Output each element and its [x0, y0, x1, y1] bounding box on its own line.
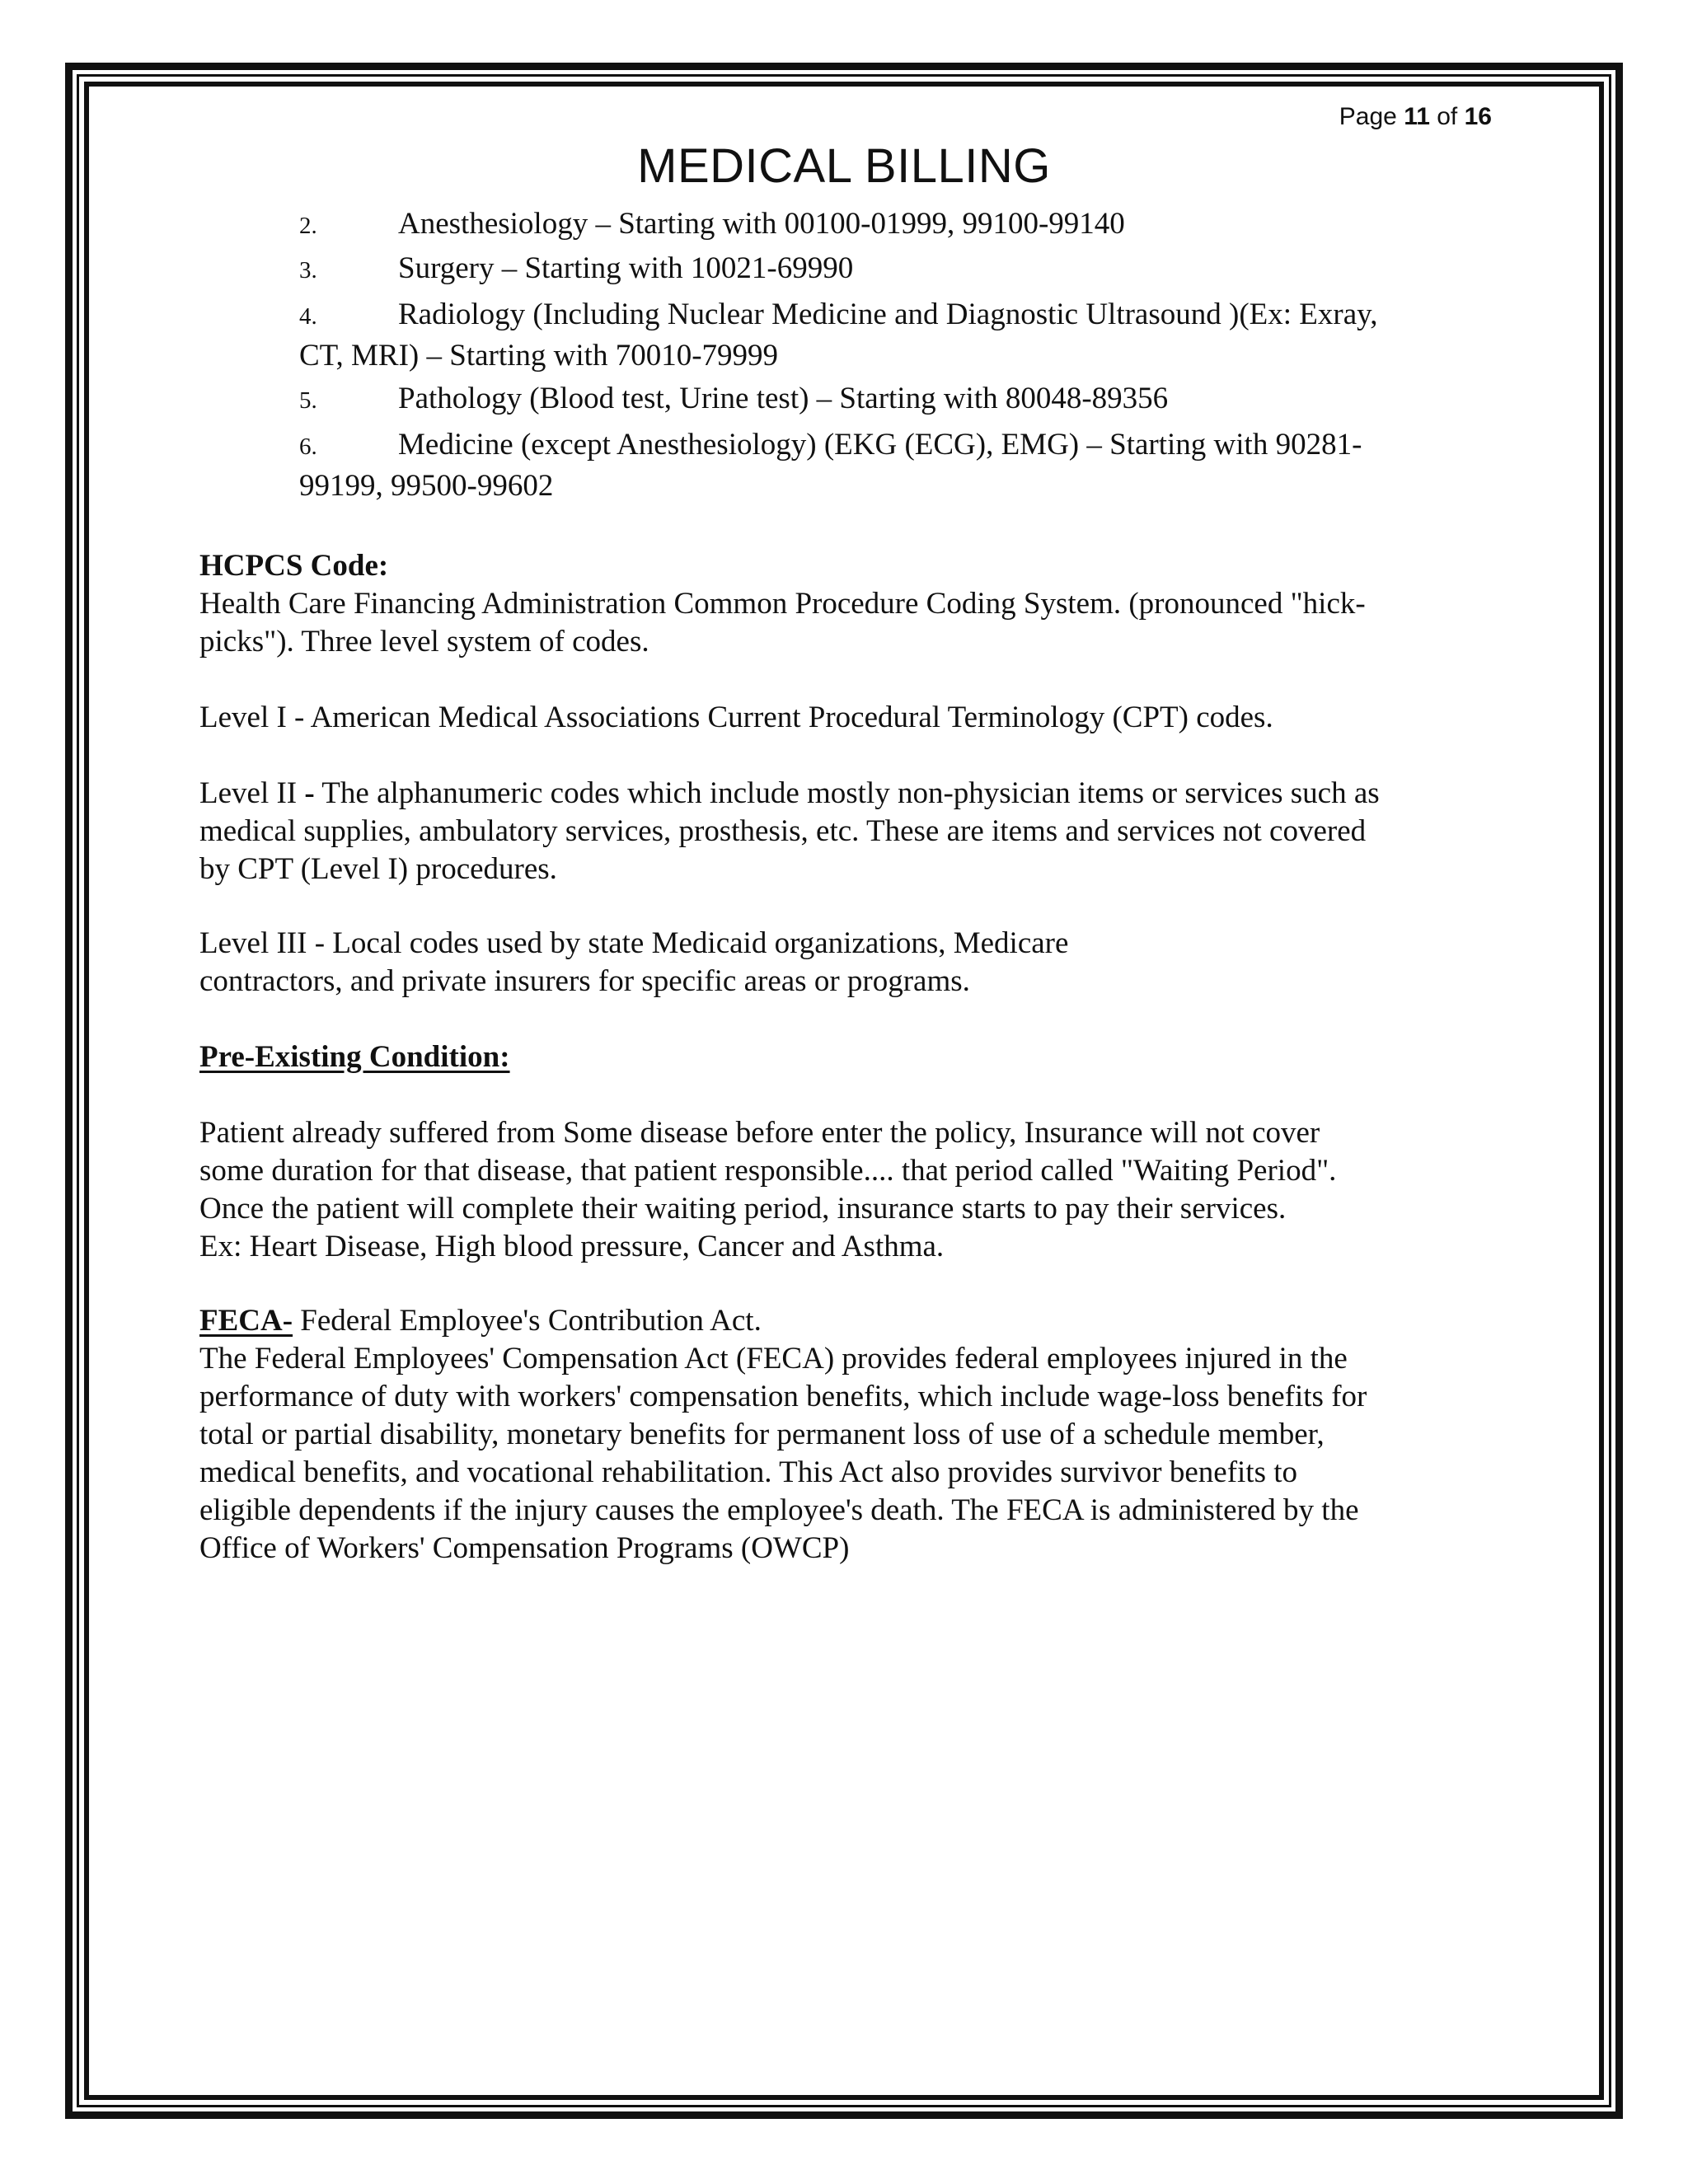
feca-heading: FECA- — [199, 1304, 293, 1338]
document-title: MEDICAL BILLING — [637, 139, 1051, 193]
list-item: 3. Surgery – Starting with 10021-69990 — [299, 251, 854, 285]
list-item: 6. Medicine (except Anesthesiology) (EKG (ECG), EMG) – Starting with 90281- 99199, 99500-99602 — [299, 428, 1362, 503]
hcpcs-heading: HCPCS Code: — [199, 549, 389, 583]
list-item: 2. Anesthesiology – Starting with 00100-01999, 99100-99140 — [299, 207, 1125, 241]
feca-heading-line: FECA- Federal Employee's Contribution Act. — [199, 1304, 762, 1338]
list-item: 4. Radiology (Including Nuclear Medicine and Diagnostic Ultrasound )(Ex: Exray, CT, MRI) – Starting with 70010-79999 — [299, 298, 1378, 373]
hcpcs-description: Health Care Financing Administration Common Procedure Coding System. (pronounced "hick- picks"). Three level system of codes. — [199, 587, 1366, 658]
page-number: Page 11 of 16 — [1339, 103, 1492, 130]
pre-existing-heading: Pre-Existing Condition: — [199, 1040, 510, 1074]
hcpcs-level-3: Level III - Local codes used by state Medicaid organizations, Medicare contractors, and private insurers for specific areas or programs. — [199, 926, 1069, 998]
feca-description: The Federal Employees' Compensation Act (FECA) provides federal employees injured in the performance of duty with workers' compensation benefits, which include wage-loss benefits for total or partial disability, monetary benefits for permanent loss of use of a schedule member, medical benefits, and vocational rehabilitation. This Act also provides survivor benefits to eligible dependents if the injury causes the employee's death. The FECA is administered by the Office of Workers' Compensation Programs (OWCP) — [199, 1342, 1367, 1565]
hcpcs-level-1: Level I - American Medical Associations Current Procedural Terminology (CPT) codes. — [199, 701, 1273, 734]
list-item: 5. Pathology (Blood test, Urine test) – Starting with 80048-89356 — [299, 382, 1169, 415]
pre-existing-description: Patient already suffered from Some disease before enter the policy, Insurance will not cover some duration for that disease, that patient responsible.... that period called "Waiting Period". Once the patient will complete their waiting period, insurance starts to pay their services. Ex: Heart Disease, High blood pressure, Cancer and Asthma. — [199, 1116, 1337, 1263]
hcpcs-level-2: Level II - The alphanumeric codes which include mostly non-physician items or services such as medical supplies, ambulatory services, prosthesis, etc. These are items and services not covered by CPT (Level I) procedures. — [199, 776, 1380, 886]
